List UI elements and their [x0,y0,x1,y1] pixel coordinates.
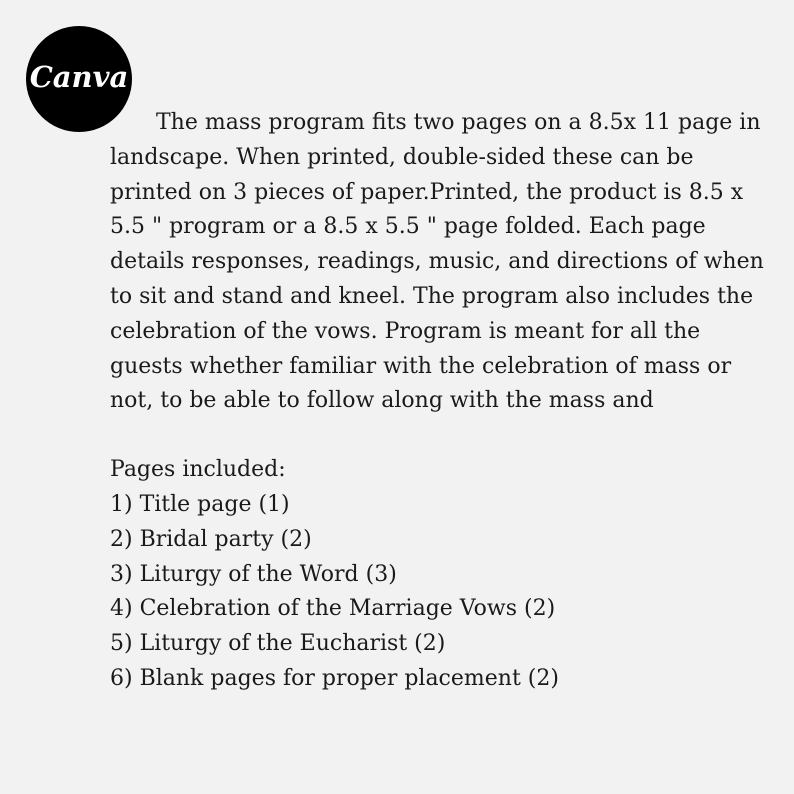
pages-list [110,488,770,697]
list-item: 2) Bridal party (2) [110,526,312,552]
canva-logo-text: Canva [29,60,129,94]
pages-included-heading: Pages included: [110,457,286,483]
list-item: 4) Celebration of the Marriage Vows (2) [110,596,556,622]
program-description: The mass program fits two pages on a 8.5x 11 page in landscape. When printed, double-sided these can be printed on 3 pieces of paper.Printed, the product is 8.5 x 5.5 " program or a 8.5 x 5.5 " page folded. Each page details responses, readings, music, and directions of when to sit and stand and kneel. The program also includes the celebration of the vows. Program is meant for all the guests whether familiar with the celebration of mass or not, to be able to follow along with the mass and [110,110,764,414]
list-item: 5) Liturgy of the Eucharist (2) [110,631,446,657]
document-body [110,106,770,697]
list-item: 3) Liturgy of the Word (3) [110,561,397,587]
list-item: 6) Blank pages for proper placement (2) [110,665,559,691]
list-item: 1) Title page (1) [110,491,290,517]
